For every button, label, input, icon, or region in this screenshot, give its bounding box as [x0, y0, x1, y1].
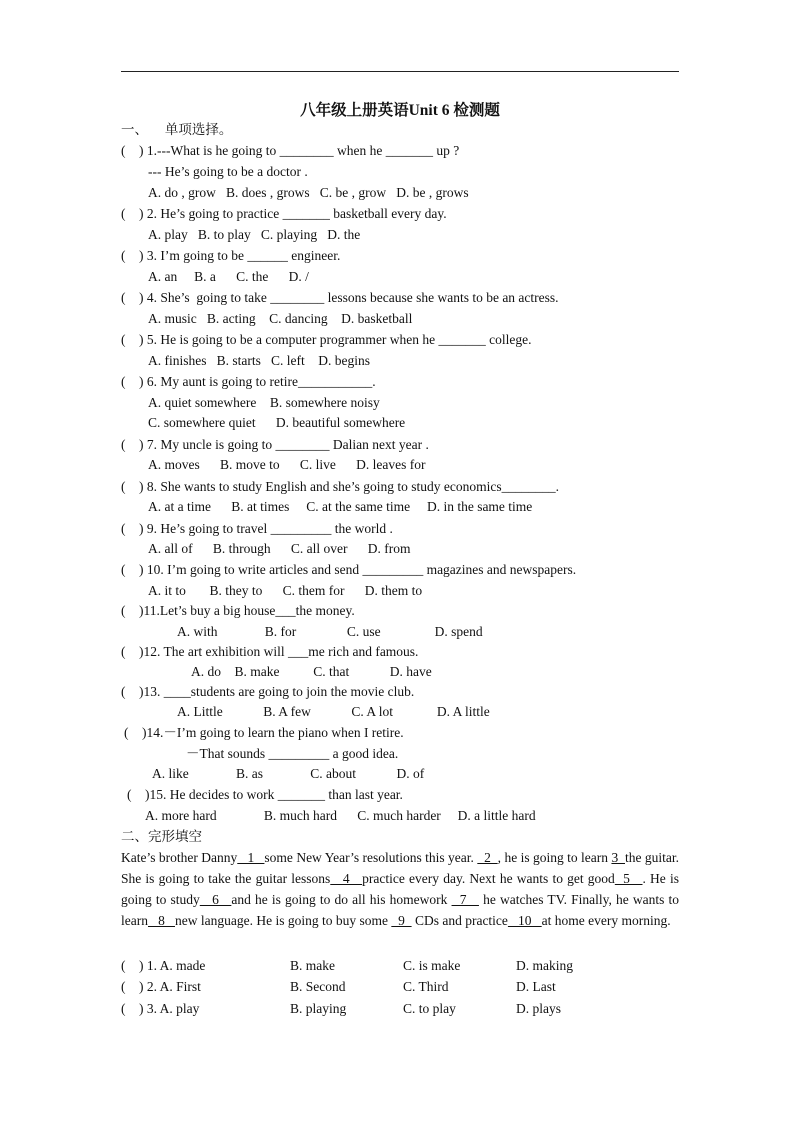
- header-rule: [121, 71, 679, 72]
- cloze-question-2: ( ) 2. A. First: [121, 979, 201, 994]
- cloze-question-3-d: D. plays: [516, 1001, 561, 1016]
- question-14-options: A. like B. as C. about D. of: [152, 766, 425, 781]
- cloze-question-2-b: B. Second: [290, 979, 346, 994]
- question-9-options: A. all of B. through C. all over D. from: [148, 541, 411, 556]
- question-1-answer-line: --- He’s going to be a doctor .: [148, 164, 308, 179]
- cloze-question-1-b: B. make: [290, 958, 335, 973]
- question-10-options: A. it to B. they to C. them for D. them to: [148, 583, 423, 598]
- question-7-options: A. moves B. move to C. live D. leaves for: [148, 457, 426, 472]
- question-1: ( ) 1.---What is he going to ________ when he _______ up ?: [121, 143, 460, 158]
- question-6: ( ) 6. My aunt is going to retire___________.: [121, 374, 376, 389]
- question-13-options: A. Little B. A few C. A lot D. A little: [177, 704, 490, 719]
- question-8-options: A. at a time B. at times C. at the same time D. in the same time: [148, 499, 533, 514]
- question-10: ( ) 10. I’m going to write articles and send _________ magazines and newspapers.: [121, 562, 577, 577]
- blank-2: 2: [477, 850, 498, 865]
- cloze-question-2-c: C. Third: [403, 979, 449, 994]
- cloze-question-3: ( ) 3. A. play: [121, 1001, 200, 1016]
- question-3-options: A. an B. a C. the D. /: [148, 269, 309, 284]
- question-1-options: A. do , grow B. does , grows C. be , grow D. be , grows: [148, 185, 469, 200]
- question-8: ( ) 8. She wants to study English and she’s going to study economics________.: [121, 479, 559, 494]
- cloze-question-1-d: D. making: [516, 958, 573, 973]
- question-4: ( ) 4. She’s going to take ________ lessons because she wants to be an actress.: [121, 290, 559, 305]
- question-15-options: A. more hard B. much hard C. much harder D. a little hard: [145, 808, 536, 823]
- question-12-options: A. do B. make C. that D. have: [191, 664, 432, 679]
- question-3: ( ) 3. I’m going to be ______ engineer.: [121, 248, 341, 263]
- question-14-reply: －That sounds _________ a good idea.: [186, 746, 399, 761]
- blank-10: 10: [507, 913, 542, 928]
- cloze-question-3-c: C. to play: [403, 1001, 456, 1016]
- blank-7: 7: [451, 892, 479, 907]
- question-4-options: A. music B. acting C. dancing D. basketball: [148, 311, 413, 326]
- cloze-question-3-b: B. playing: [290, 1001, 347, 1016]
- blank-1: 1: [237, 850, 265, 865]
- question-7: ( ) 7. My uncle is going to ________ Dalian next year .: [121, 437, 429, 452]
- question-11: ( )11.Let’s buy a big house___the money.: [121, 603, 355, 618]
- blank-5: 5: [614, 871, 643, 886]
- question-2-options: A. play B. to play C. playing D. the: [148, 227, 361, 242]
- blank-9: 9: [391, 913, 412, 928]
- question-6-options-a: A. quiet somewhere B. somewhere noisy: [148, 395, 380, 410]
- question-5: ( ) 5. He is going to be a computer programmer when he _______ college.: [121, 332, 532, 347]
- question-13: ( )13. ____students are going to join the movie club.: [121, 684, 415, 699]
- question-2: ( ) 2. He’s going to practice _______ basketball every day.: [121, 206, 447, 221]
- blank-4: 4: [330, 871, 363, 886]
- section-1-heading: 一、 单项选择。: [121, 122, 233, 137]
- cloze-question-2-d: D. Last: [516, 979, 556, 994]
- question-6-options-b: C. somewhere quiet D. beautiful somewhere: [148, 415, 406, 430]
- page-title: 八年级上册英语Unit 6 检测题: [300, 102, 500, 119]
- question-9: ( ) 9. He’s going to travel _________ the world .: [121, 521, 393, 536]
- question-15: ( )15. He decides to work _______ than last year.: [127, 787, 403, 802]
- blank-6: 6: [199, 892, 232, 907]
- cloze-question-1-c: C. is make: [403, 958, 461, 973]
- question-12: ( )12. The art exhibition will ___me rich and famous.: [121, 644, 419, 659]
- cloze-passage: Kate’s brother Danny 1 some New Year’s resolutions this year. 2 , he is going to learn 3 the guitar. She is going to take the guitar lessons 4 practice every day. Next he wants to get good 5 . He is going to study 6 and he is going to do all his homework 7 he watches TV. Finally, he wants to learn 8 new language. He is going to buy some 9 CDs and practice 10 at home every morning.: [121, 850, 680, 928]
- question-5-options: A. finishes B. starts C. left D. begins: [148, 353, 370, 368]
- question-14: ( )14.－I’m going to learn the piano when I retire.: [124, 725, 404, 740]
- section-2-heading: 二、完形填空: [121, 829, 202, 844]
- question-11-options: A. with B. for C. use D. spend: [177, 624, 483, 639]
- blank-8: 8: [147, 913, 175, 928]
- cloze-question-1: ( ) 1. A. made: [121, 958, 206, 973]
- blank-3: 3: [611, 850, 625, 865]
